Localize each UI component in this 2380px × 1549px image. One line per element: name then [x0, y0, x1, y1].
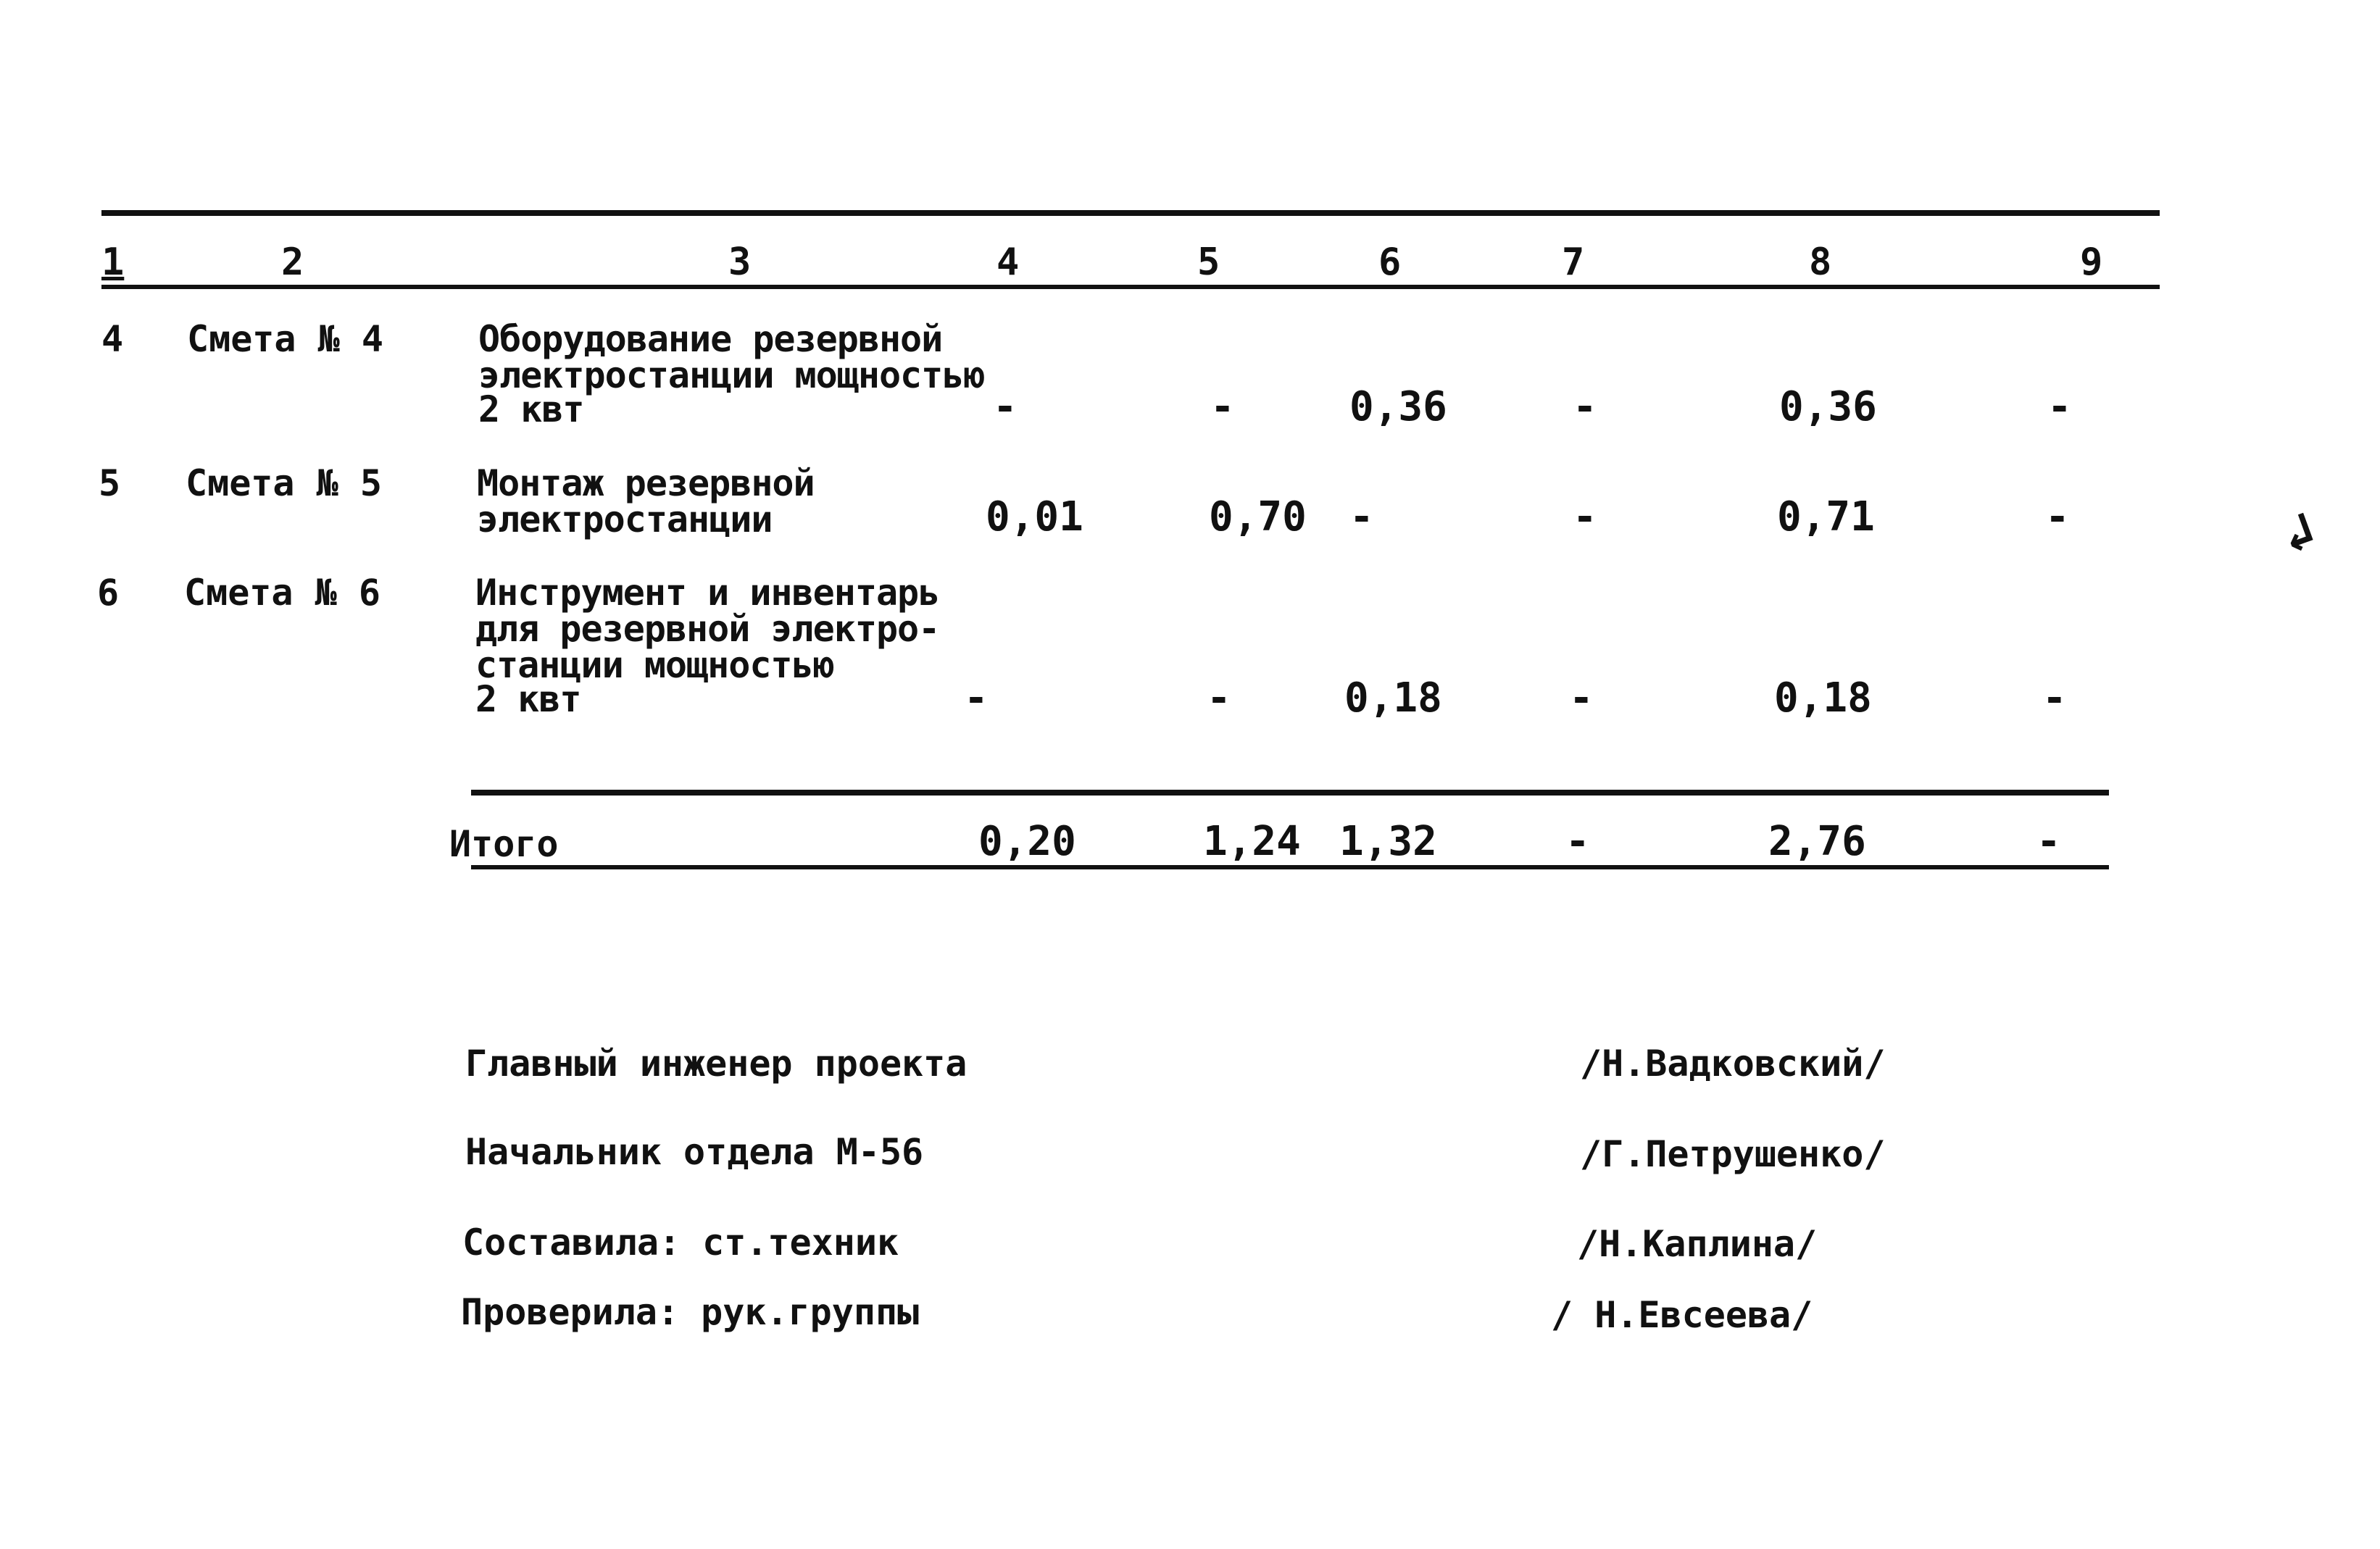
total-col5: 1,24 — [1203, 818, 1301, 865]
cell-col9: - — [2047, 383, 2072, 430]
total-col9: - — [2036, 818, 2061, 865]
column-header-7: 7 — [1562, 241, 1585, 284]
cell-col7: - — [1573, 493, 1597, 540]
total-col6: 1,32 — [1339, 818, 1437, 865]
cell-col4: - — [993, 383, 1018, 430]
column-header-1: 1 — [101, 241, 125, 284]
table-header-rule — [101, 285, 2160, 289]
margin-mark-icon: ↲ — [2273, 499, 2323, 566]
cell-col5: - — [1210, 383, 1235, 430]
signature-name: / Н.Евсеева/ — [1551, 1294, 1813, 1336]
row-description-line: Инструмент и инвентарь — [475, 572, 940, 614]
column-header-5: 5 — [1197, 241, 1220, 284]
cell-col8: 0,36 — [1779, 383, 1877, 430]
cell-col6: - — [1349, 493, 1374, 540]
signature-role: Составила: ст.техник — [462, 1222, 899, 1264]
row-number: 5 — [99, 462, 121, 504]
column-header-9: 9 — [2080, 241, 2103, 284]
total-bottom-rule — [471, 865, 2109, 869]
row-description-line: электростанции — [477, 498, 773, 540]
cell-col9: - — [2045, 493, 2070, 540]
total-col4: 0,20 — [978, 818, 1076, 865]
cell-col7: - — [1573, 383, 1597, 430]
column-header-2: 2 — [281, 241, 304, 284]
column-header-8: 8 — [1809, 241, 1832, 284]
row-number: 4 — [101, 318, 124, 360]
cell-col8: 0,18 — [1774, 675, 1872, 722]
estimate-label: Смета № 5 — [186, 462, 382, 504]
row-description-line: станции мощностью — [475, 644, 834, 686]
signature-name: /Н.Вадковский/ — [1580, 1043, 1886, 1085]
signature-role: Главный инженер проекта — [465, 1043, 968, 1085]
total-top-rule — [471, 790, 2109, 796]
cell-col8: 0,71 — [1777, 493, 1875, 540]
row-description-line: 2 квт — [478, 388, 584, 430]
cell-col5: - — [1207, 675, 1231, 722]
column-header-4: 4 — [996, 241, 1020, 284]
signature-name: /Н.Каплина/ — [1577, 1223, 1818, 1265]
cell-col4: - — [964, 675, 989, 722]
signature-role: Проверила: рук.группы — [461, 1291, 920, 1333]
cell-col5: 0,70 — [1209, 493, 1307, 540]
row-description-line: Монтаж резервной — [477, 462, 815, 504]
row-description-line: Оборудование резервной — [478, 318, 943, 360]
estimate-label: Смета № 4 — [187, 318, 383, 360]
column-header-6: 6 — [1378, 241, 1402, 284]
column-header-3: 3 — [728, 241, 752, 284]
cell-col4: 0,01 — [986, 493, 1083, 540]
total-label: Итого — [449, 823, 559, 865]
table-top-rule — [101, 210, 2160, 216]
signature-role: Начальник отдела М-56 — [465, 1131, 924, 1173]
cell-col7: - — [1569, 675, 1594, 722]
total-col8: 2,76 — [1768, 818, 1866, 865]
cell-col9: - — [2042, 675, 2067, 722]
cell-col6: 0,36 — [1349, 383, 1447, 430]
row-description-line: для резервной электро- — [475, 608, 940, 650]
row-number: 6 — [97, 572, 120, 614]
row-description-line: электростанции мощностью — [478, 354, 985, 396]
signature-name: /Г.Петрушенко/ — [1580, 1133, 1886, 1175]
cell-col6: 0,18 — [1344, 675, 1442, 722]
estimate-label: Смета № 6 — [184, 572, 380, 614]
row-description-line: 2 квт — [475, 678, 581, 720]
total-col7: - — [1565, 818, 1590, 865]
